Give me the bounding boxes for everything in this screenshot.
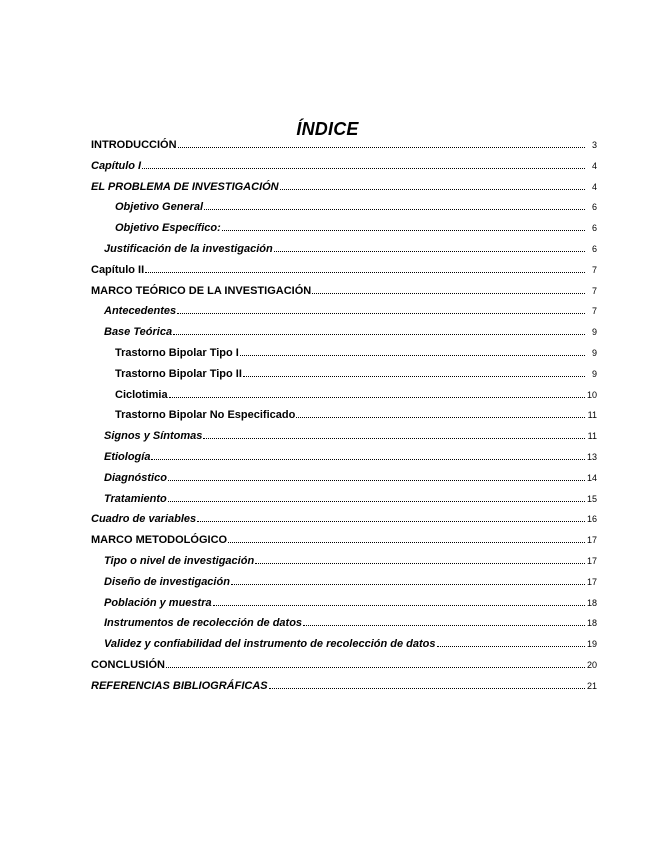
toc-entry-label: CONCLUSIÓN: [91, 659, 165, 671]
dot-leader: [243, 375, 585, 377]
toc-entry[interactable]: [104, 429, 597, 443]
toc-entry[interactable]: [115, 367, 597, 381]
toc-entry-page-number: 11: [587, 410, 597, 421]
toc-entry-page-number: 16: [587, 514, 598, 525]
toc-entry-label: Diseño de investigación: [104, 575, 230, 588]
toc-entry[interactable]: [91, 284, 597, 298]
toc-entry[interactable]: [104, 575, 597, 589]
toc-entry-page-number: 20: [587, 660, 598, 670]
toc-entry-label: Capítulo I: [91, 159, 142, 172]
toc-entry-page-number: 9: [591, 368, 597, 379]
dot-leader: [437, 645, 586, 647]
toc-entry[interactable]: [104, 637, 597, 651]
toc-entry-label: Validez y confiabilidad del instrumento de recolección de datos: [104, 638, 436, 651]
toc-entry[interactable]: [104, 450, 597, 464]
toc-entry-page-number: 17: [587, 576, 598, 587]
toc-entry-label: Población y muestra: [104, 596, 212, 609]
toc-entry-label: Signos y Síntomas: [104, 430, 203, 443]
toc-entry-page-number: 17: [587, 535, 598, 546]
toc-entry-label: INTRODUCCIÓN: [91, 139, 177, 151]
toc-entry-page-number: 9: [591, 348, 597, 358]
toc-entry-page-number: 4: [591, 181, 597, 192]
toc-entry-label: Base Teórica: [104, 326, 173, 339]
toc-entry[interactable]: [115, 221, 597, 235]
toc-entry-page-number: 3: [591, 140, 597, 150]
toc-entry[interactable]: [104, 596, 597, 610]
toc-entry-label: Capítulo II: [91, 263, 145, 276]
toc-entry-page-number: 9: [591, 327, 597, 338]
toc-entry-page-number: 6: [591, 223, 597, 234]
toc-entry-page-number: 17: [587, 556, 598, 566]
toc-entry-page-number: 11: [587, 431, 597, 442]
dot-leader: [296, 416, 585, 418]
toc-entry[interactable]: [91, 138, 597, 152]
toc-entry[interactable]: [104, 554, 597, 568]
toc-entry[interactable]: [91, 263, 597, 277]
toc-entry-page-number: 13: [587, 452, 598, 462]
toc-entry-page-number: 21: [587, 680, 598, 691]
toc-entry-page-number: 7: [591, 264, 597, 275]
toc-entry[interactable]: [104, 242, 597, 256]
dot-leader: [173, 333, 585, 335]
toc-entry-label: Trastorno Bipolar No Especificado: [115, 409, 296, 422]
toc-entry[interactable]: [91, 679, 597, 693]
dot-leader: [312, 292, 585, 294]
toc-entry-label: Trastorno Bipolar Tipo I: [115, 347, 239, 359]
toc-entry[interactable]: [115, 388, 597, 402]
toc-entry-page-number: 18: [587, 618, 598, 629]
toc-entry[interactable]: [104, 492, 597, 506]
dot-leader: [228, 541, 585, 543]
dot-leader: [231, 583, 585, 585]
toc-entry-label: Tratamiento: [104, 492, 167, 505]
toc-entry-label: EL PROBLEMA DE INVESTIGACIÓN: [91, 180, 279, 193]
toc-entry-page-number: 15: [587, 493, 598, 504]
toc-entry[interactable]: [91, 159, 597, 173]
toc-entry-label: Cuadro de variables: [91, 513, 197, 526]
toc-entry-page-number: 10: [587, 389, 598, 400]
dot-leader: [168, 479, 585, 481]
toc-entry-label: Etiología: [104, 451, 151, 463]
dot-leader: [204, 208, 585, 210]
dot-leader: [166, 666, 585, 668]
toc-entry-page-number: 7: [591, 306, 597, 317]
toc-entry-label: REFERENCIAS BIBLIOGRÁFICAS: [91, 679, 268, 692]
toc-entry[interactable]: [115, 346, 597, 360]
page-title: ÍNDICE: [296, 119, 359, 139]
toc-entry-label: Tipo o nivel de investigación: [104, 555, 255, 567]
dot-leader: [178, 146, 585, 148]
dot-leader: [274, 250, 585, 252]
toc-entry[interactable]: [104, 471, 597, 485]
toc-entry[interactable]: [91, 512, 597, 526]
dot-leader: [213, 604, 585, 606]
toc-entry-label: Instrumentos de recolección de datos: [104, 617, 303, 630]
dot-leader: [203, 437, 585, 439]
toc-entry[interactable]: [104, 304, 597, 318]
dot-leader: [197, 520, 585, 522]
toc-entry[interactable]: [91, 658, 597, 672]
toc-entry[interactable]: [115, 200, 597, 214]
dot-leader: [240, 354, 585, 356]
dot-leader: [169, 396, 585, 398]
dot-leader: [177, 312, 585, 314]
toc-entry-label: Trastorno Bipolar Tipo II: [115, 367, 242, 380]
dot-leader: [151, 458, 585, 460]
toc-entry[interactable]: [91, 180, 597, 194]
dot-leader: [280, 188, 585, 190]
dot-leader: [269, 687, 585, 689]
toc-entry-page-number: 6: [591, 244, 597, 254]
toc-entry-label: Objetivo General: [115, 201, 204, 214]
dot-leader: [168, 500, 585, 502]
dot-leader: [303, 624, 585, 626]
dot-leader: [255, 562, 585, 564]
toc-entry[interactable]: [104, 616, 597, 630]
toc-entry-label: Objetivo Específico:: [115, 222, 221, 235]
dot-leader: [222, 229, 585, 231]
dot-leader: [145, 271, 585, 273]
toc-entry-label: Ciclotimia: [115, 388, 168, 401]
toc-entry[interactable]: [104, 325, 597, 339]
toc-entry-page-number: 6: [591, 202, 597, 213]
toc-entry-label: Diagnóstico: [104, 471, 167, 484]
toc-entry-label: MARCO METODOLÓGICO: [91, 534, 228, 547]
toc-entry-page-number: 19: [587, 639, 598, 650]
toc-entry-label: MARCO TEÓRICO DE LA INVESTIGACIÓN: [91, 284, 312, 297]
toc-entry-page-number: 14: [587, 472, 598, 483]
toc-entry[interactable]: [115, 408, 597, 422]
toc-entry-label: Justificación de la investigación: [104, 243, 273, 255]
toc-entry-page-number: 18: [587, 597, 598, 608]
toc-entry[interactable]: [91, 533, 597, 547]
toc-entry-page-number: 4: [591, 160, 597, 171]
toc-entry-page-number: 7: [591, 285, 597, 296]
dot-leader: [142, 167, 585, 169]
toc-entry-label: Antecedentes: [104, 305, 177, 318]
